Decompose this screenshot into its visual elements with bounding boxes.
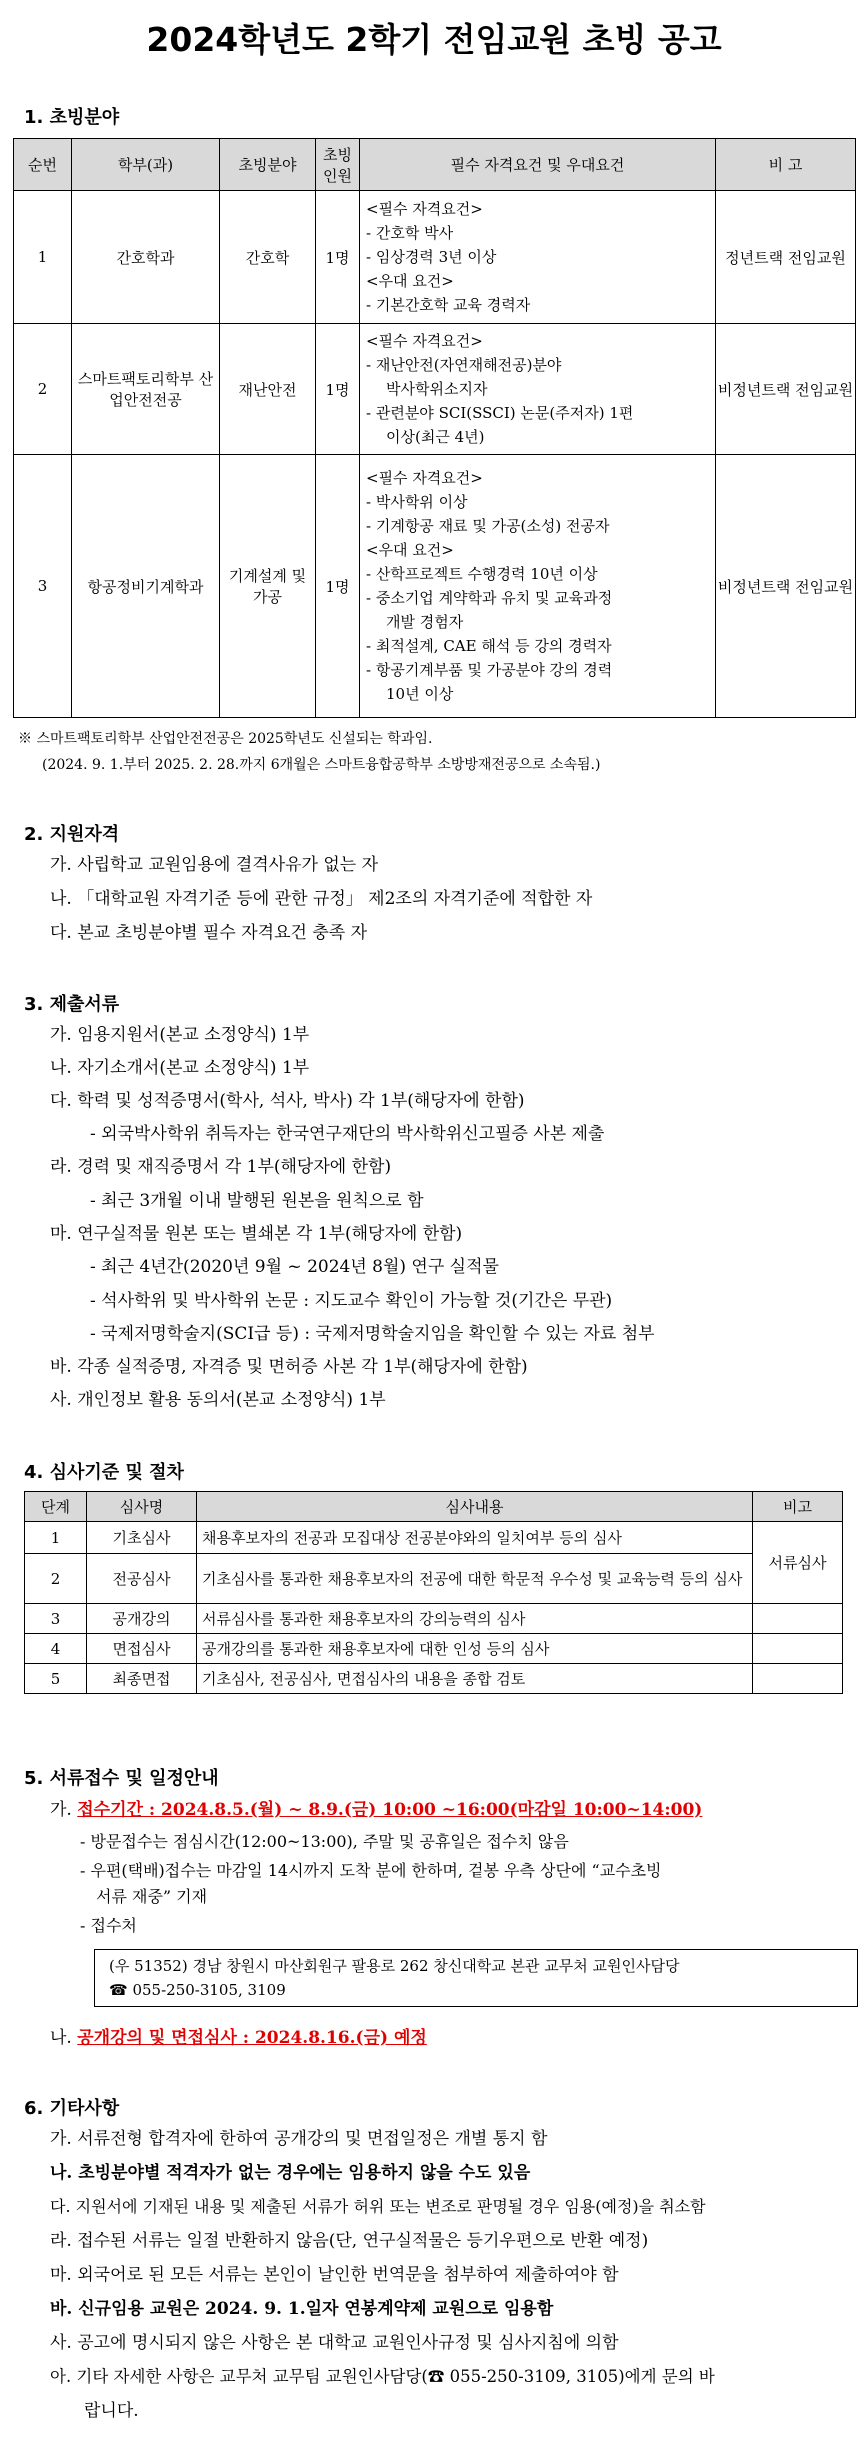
section-6-heading: 6. 기타사항 [24, 2098, 120, 2119]
row-review-name: 면접심사 [87, 1634, 197, 1664]
row-review-content: 서류심사를 통과한 채용후보자의 강의능력의 심사 [197, 1604, 753, 1634]
row-no: 3 [14, 455, 72, 718]
row-note: 정년트랙 전임교원 [716, 191, 856, 324]
row-count: 1명 [316, 324, 360, 455]
list-item: - 우편(택배)접수는 마감일 14시까지 도착 분에 한하며, 겉봉 우측 상단에 “교수초빙 [80, 1861, 662, 1880]
req-line: <필수 자격요건> [366, 469, 483, 487]
row-review-content: 채용후보자의 전공과 모집대상 전공분야와의 일치여부 등의 심사 [197, 1522, 753, 1554]
list-item [50, 1797, 702, 1823]
list-item: - 외국박사학위 취득자는 한국연구재단의 박사학위신고필증 사본 제출 [90, 1124, 605, 1144]
req-line: - 최적설계, CAE 해석 등 강의 경력자 [366, 637, 612, 655]
row-review-name: 전공심사 [87, 1554, 197, 1604]
row-review-name: 공개강의 [87, 1604, 197, 1634]
row-count: 1명 [316, 455, 360, 718]
table-row [25, 1522, 843, 1554]
row-stage: 2 [25, 1554, 87, 1604]
address-line: (우 51352) 경남 창원시 마산회원구 팔용로 262 창신대학교 본관 교무처 교원인사담당 [109, 1957, 680, 1975]
table-header-row [14, 139, 856, 191]
section-5-heading: 5. 서류접수 및 일정안내 [24, 1768, 219, 1789]
list-item: 사. 공고에 명시되지 않은 사항은 본 대학교 교원인사규정 및 심사지침에 의함 [50, 2333, 619, 2353]
table-row [25, 1554, 843, 1604]
table-row [25, 1604, 843, 1634]
row-review-name: 최종면접 [87, 1664, 197, 1694]
application-period: 접수기간 : 2024.8.5.(월) ~ 8.9.(금) 10:00 ~16:00(마감일 10:00~14:00) [77, 1800, 703, 1820]
recruitment-field-table [13, 138, 856, 718]
req-line: <필수 자격요건> [366, 200, 483, 218]
footnote: (2024. 9. 1.부터 2025. 2. 28.까지 6개월은 스마트융합공학부 소방방재전공으로 소속됨.) [42, 757, 601, 773]
list-item: 다. 학력 및 성적증명서(학사, 석사, 박사) 각 1부(해당자에 한함) [50, 1091, 525, 1111]
table-row [14, 455, 856, 718]
req-line: - 기본간호학 교육 경력자 [366, 296, 531, 314]
req-line: - 재난안전(자연재해전공)분야 [366, 356, 562, 374]
row-dept: 항공정비기계학과 [72, 455, 220, 718]
row-note-empty [753, 1604, 843, 1634]
row-field: 간호학 [220, 191, 316, 324]
row-stage: 4 [25, 1634, 87, 1664]
row-stage: 1 [25, 1522, 87, 1554]
list-item: 라. 경력 및 재직증명서 각 1부(해당자에 한함) [50, 1157, 392, 1177]
req-line: - 박사학위 이상 [366, 493, 468, 511]
req-line: - 관련분야 SCI(SSCI) 논문(주저자) 1편 [366, 404, 634, 422]
row-stage: 3 [25, 1604, 87, 1634]
list-item: 라. 접수된 서류는 일절 반환하지 않음(단, 연구실적물은 등기우편으로 반환 예정) [50, 2231, 649, 2251]
list-item: - 석사학위 및 박사학위 논문 : 지도교수 확인이 가능할 것(기간은 무관) [90, 1291, 613, 1311]
header-field: 초빙분야 [220, 139, 316, 191]
req-line: 박사학위소지자 [386, 380, 488, 398]
list-item: 마. 연구실적물 원본 또는 별쇄본 각 1부(해당자에 한함) [50, 1224, 463, 1244]
row-no: 1 [14, 191, 72, 324]
row-note-empty [753, 1664, 843, 1694]
row-field: 기계설계 및 가공 [220, 455, 316, 718]
list-item: - 국제저명학술지(SCI급 등) : 국제저명학술지임을 확인할 수 있는 자료 첨부 [90, 1324, 655, 1344]
req-line: - 산학프로젝트 수행경력 10년 이상 [366, 565, 598, 583]
list-item: 바. 각종 실적증명, 자격증 및 면허증 사본 각 1부(해당자에 한함) [50, 1357, 528, 1377]
section-2-heading: 2. 지원자격 [24, 824, 120, 845]
list-item: 사. 개인정보 활용 동의서(본교 소정양식) 1부 [50, 1390, 386, 1410]
req-line: <우대 요건> [366, 272, 454, 290]
page-title: 2024학년도 2학기 전임교원 초빙 공고 [146, 20, 722, 59]
row-stage: 5 [25, 1664, 87, 1694]
row-note: 비정년트랙 전임교원 [716, 324, 856, 455]
header-dept: 학부(과) [72, 139, 220, 191]
row-requirements [360, 324, 716, 455]
header-requirements: 필수 자격요건 및 우대요건 [360, 139, 716, 191]
row-count: 1명 [316, 191, 360, 324]
phone-line: ☎ 055-250-3105, 3109 [109, 1981, 286, 1999]
item-prefix: 나. [50, 2028, 78, 2048]
req-line: - 중소기업 계약학과 유치 및 교육과정 [366, 589, 613, 607]
list-item: 랍니다. [84, 2401, 139, 2421]
table-row [14, 324, 856, 455]
footnote: ※ 스마트팩토리학부 산업안전전공은 2025학년도 신설되는 학과임. [18, 731, 433, 747]
list-item: 나. 「대학교원 자격기준 등에 관한 규정」 제2조의 자격기준에 적합한 자 [50, 889, 593, 909]
section-3-heading: 3. 제출서류 [24, 994, 120, 1015]
row-requirements [360, 455, 716, 718]
list-item: 아. 기타 자세한 사항은 교무처 교무팀 교원인사담당(☎ 055-250-3109, 3105)에게 문의 바 [50, 2367, 715, 2386]
row-dept: 스마트팩토리학부 산업안전전공 [72, 324, 220, 455]
table-row [25, 1634, 843, 1664]
header-count: 초빙 인원 [316, 139, 360, 191]
section-1-heading: 1. 초빙분야 [24, 107, 120, 128]
header-review-name: 심사명 [87, 1492, 197, 1522]
req-line: - 항공기계부품 및 가공분야 강의 경력 [366, 661, 613, 679]
list-item: 서류 재중” 기재 [96, 1887, 208, 1906]
row-dept: 간호학과 [72, 191, 220, 324]
row-requirements [360, 191, 716, 324]
row-note: 서류심사 [753, 1522, 843, 1604]
row-field: 재난안전 [220, 324, 316, 455]
header-review-content: 심사내용 [197, 1492, 753, 1522]
row-review-content: 기초심사를 통과한 채용후보자의 전공에 대한 학문적 우수성 및 교육능력 등의 심사 [197, 1554, 753, 1604]
list-item: 마. 외국어로 된 모든 서류는 본인이 날인한 번역문을 첨부하여 제출하여야 함 [50, 2265, 619, 2285]
list-item: 가. 서류전형 합격자에 한하여 공개강의 및 면접일정은 개별 통지 함 [50, 2129, 548, 2149]
list-item: 바. 신규임용 교원은 2024. 9. 1.일자 연봉계약제 교원으로 임용함 [50, 2299, 554, 2319]
address-box [94, 1949, 858, 2007]
list-item: 가. 사립학교 교원임용에 결격사유가 없는 자 [50, 855, 379, 875]
header-no: 순번 [14, 139, 72, 191]
list-item: 나. 자기소개서(본교 소정양식) 1부 [50, 1058, 310, 1078]
req-line: 10년 이상 [386, 685, 454, 703]
list-item: - 최근 4년간(2020년 9월 ~ 2024년 8월) 연구 실적물 [90, 1257, 499, 1277]
list-item: - 방문접수는 점심시간(12:00~13:00), 주말 및 공휴일은 접수치 않음 [80, 1832, 569, 1851]
list-item: 다. 본교 초빙분야별 필수 자격요건 충족 자 [50, 923, 368, 943]
req-line: 이상(최근 4년) [386, 428, 485, 446]
list-item: - 접수처 [80, 1916, 137, 1935]
row-no: 2 [14, 324, 72, 455]
header-stage: 단계 [25, 1492, 87, 1522]
list-item: 다. 지원서에 기재된 내용 및 제출된 서류가 허위 또는 변조로 판명될 경우 임용(예정)을 취소함 [50, 2197, 706, 2216]
review-criteria-table [24, 1491, 843, 1694]
req-line: <필수 자격요건> [366, 332, 483, 350]
row-review-content: 공개강의를 통과한 채용후보자에 대한 인성 등의 심사 [197, 1634, 753, 1664]
row-review-name: 기초심사 [87, 1522, 197, 1554]
req-line: - 임상경력 3년 이상 [366, 248, 497, 266]
list-item: 가. 임용지원서(본교 소정양식) 1부 [50, 1025, 310, 1045]
req-line: 개발 경험자 [386, 613, 464, 631]
req-line: - 간호학 박사 [366, 224, 454, 242]
section-4-heading: 4. 심사기준 및 절차 [24, 1462, 184, 1483]
row-review-content: 기초심사, 전공심사, 면접심사의 내용을 종합 검토 [197, 1664, 753, 1694]
interview-date: 공개강의 및 면접심사 : 2024.8.16.(금) 예정 [77, 2028, 427, 2048]
list-item: 나. 초빙분야별 적격자가 없는 경우에는 임용하지 않을 수도 있음 [50, 2163, 531, 2183]
list-item [50, 2025, 427, 2051]
req-line: - 기계항공 재료 및 가공(소성) 전공자 [366, 517, 610, 535]
list-item: - 최근 3개월 이내 발행된 원본을 원칙으로 함 [90, 1191, 424, 1211]
table-row [25, 1664, 843, 1694]
header-note: 비 고 [716, 139, 856, 191]
table-header-row [25, 1492, 843, 1522]
table-row [14, 191, 856, 324]
item-prefix: 가. [50, 1800, 78, 1820]
row-note: 비정년트랙 전임교원 [716, 455, 856, 718]
header-note: 비고 [753, 1492, 843, 1522]
req-line: <우대 요건> [366, 541, 454, 559]
row-note-empty [753, 1634, 843, 1664]
